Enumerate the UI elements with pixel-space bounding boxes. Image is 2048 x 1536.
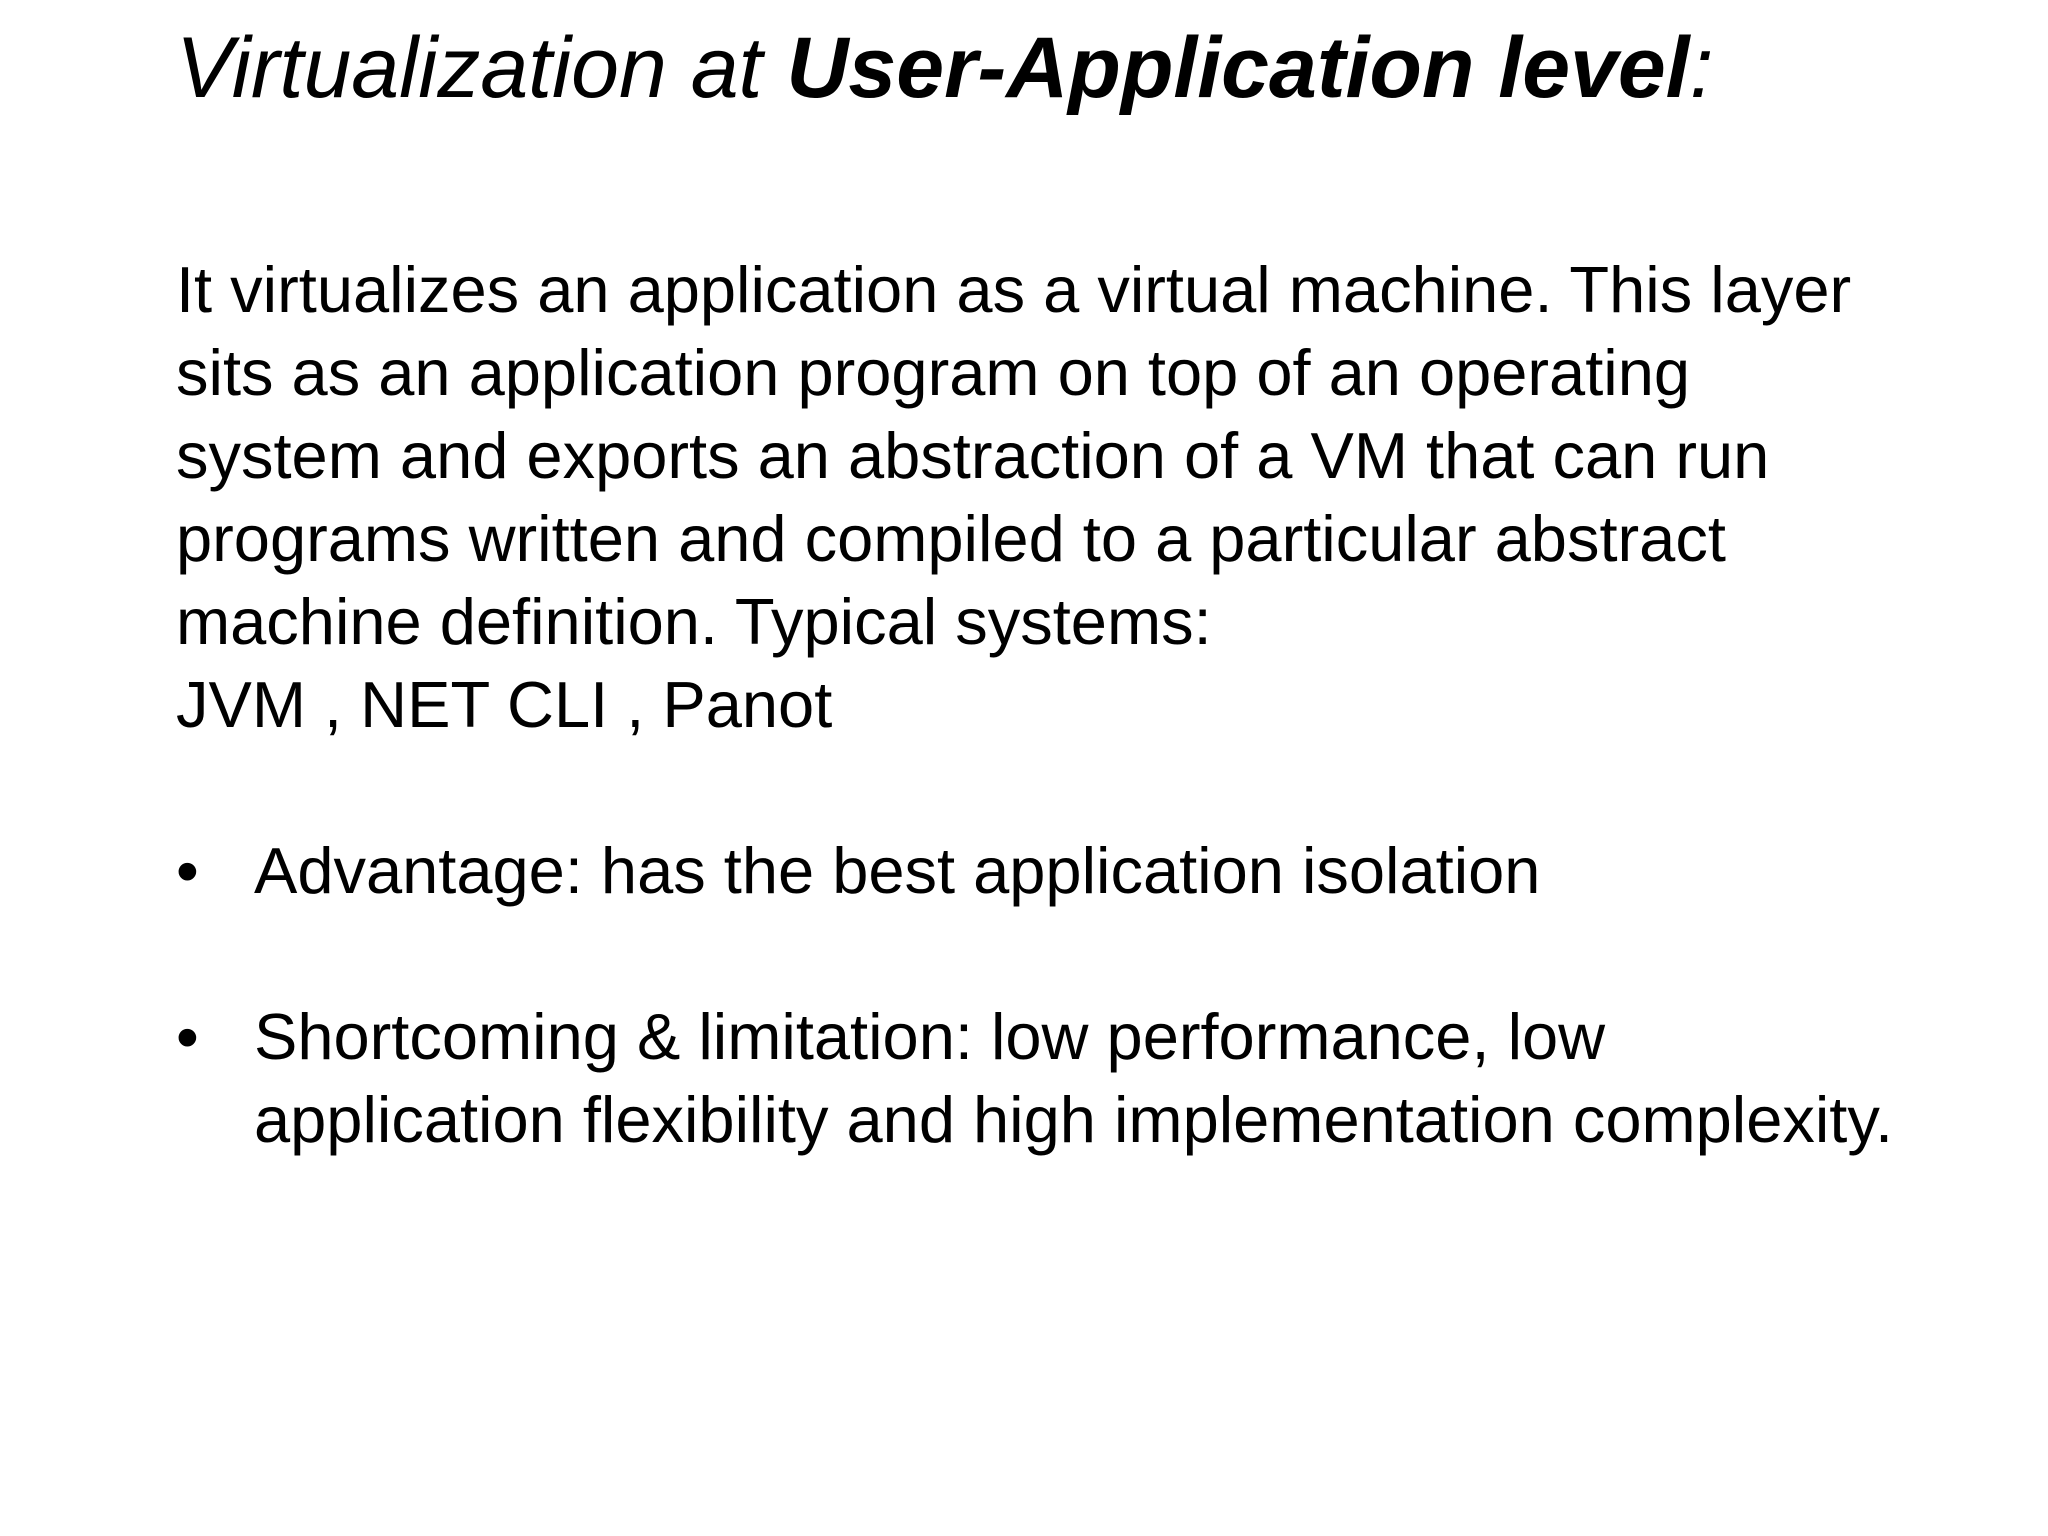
title-suffix: : [1689, 20, 1714, 116]
description-paragraph [176, 248, 1996, 746]
bullet-advantage [176, 829, 1996, 912]
title-emphasis: User-Application level [786, 20, 1690, 116]
bullet-shortcoming [176, 995, 1996, 1161]
bullet-dot-icon: • [176, 834, 199, 907]
slide-title [176, 18, 1714, 118]
typical-systems-line: JVM , NET CLI , Panot [176, 668, 833, 741]
bullet-text: application flexibility and high implementation complexity. [254, 1083, 1894, 1156]
paragraph-line: system and exports an abstraction of a VM that can run [176, 419, 1770, 492]
title-prefix: Virtualization at [176, 20, 787, 116]
paragraph-line: machine definition. Typical systems: [176, 585, 1212, 658]
paragraph-line: programs written and compiled to a particular abstract [176, 502, 1726, 575]
bullet-dot-icon: • [176, 1000, 199, 1073]
bullet-list [176, 829, 1996, 1161]
bullet-text: Advantage: has the best application isolation [254, 834, 1541, 907]
paragraph-line: It virtualizes an application as a virtual machine. This layer [176, 253, 1852, 326]
bullet-text: Shortcoming & limitation: low performance, low [254, 1000, 1606, 1073]
slide-content [176, 248, 1996, 1161]
paragraph-line: sits as an application program on top of an operating [176, 336, 1691, 409]
